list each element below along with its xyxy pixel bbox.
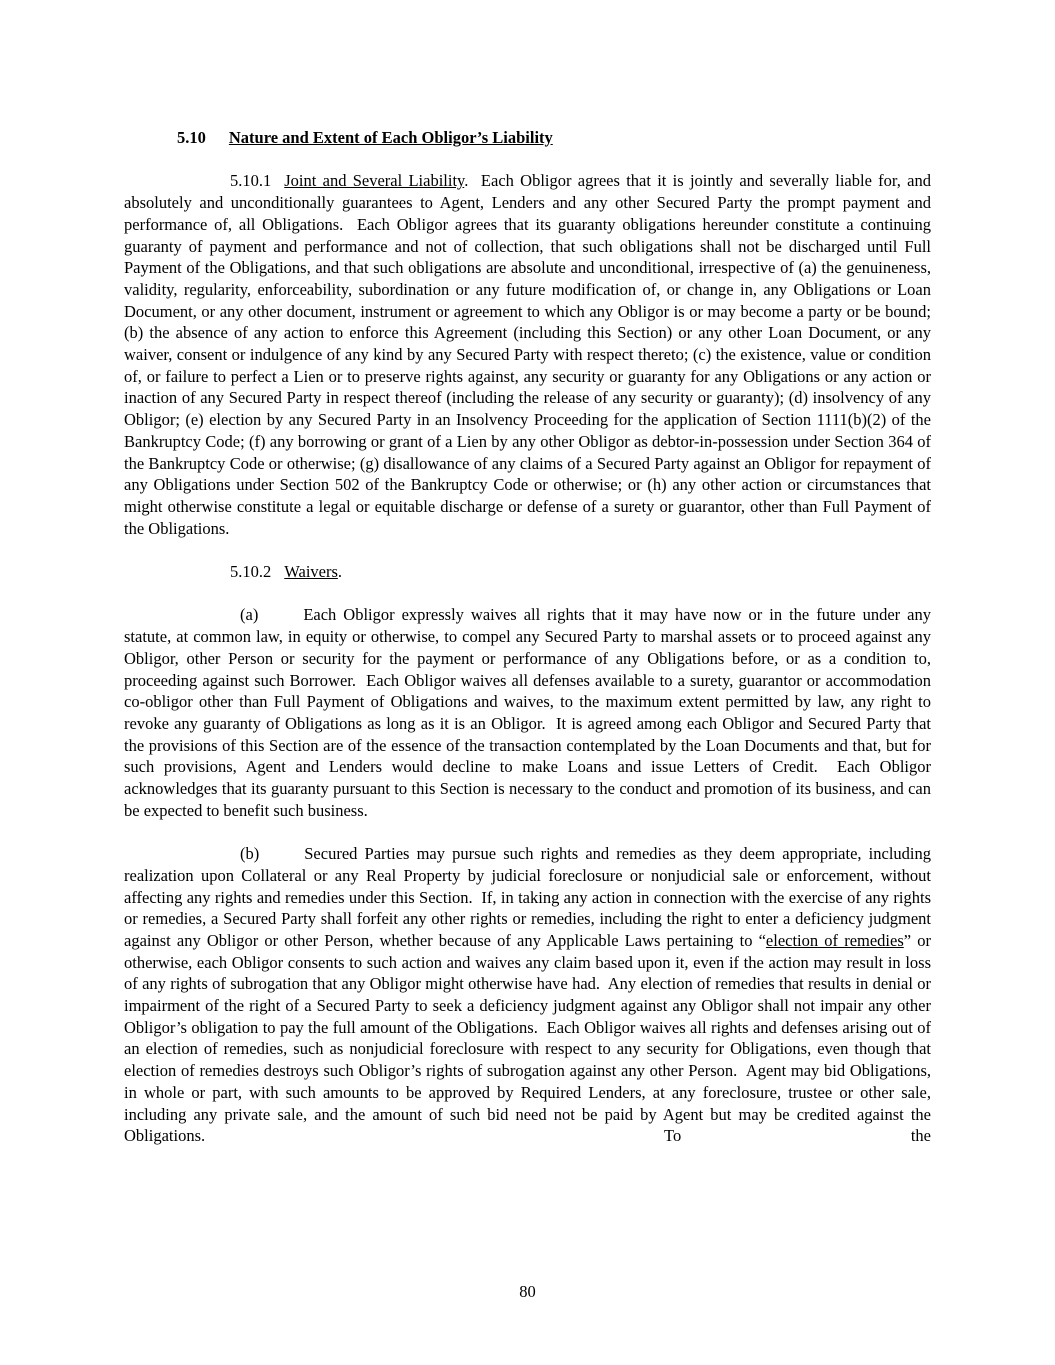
paragraph-a-label: (a) xyxy=(240,605,259,625)
section-title: Nature and Extent of Each Obligor’s Liability xyxy=(228,128,553,147)
section-heading xyxy=(124,127,931,149)
paragraph-b-text-after: ” or otherwise, each Obligor consents to such action and waives any claim based upon it, even if the action may result in loss of any rights of subrogation that any Obligor might otherwise have had. Any election of remedies that results in denial or impairment of the right of a Secured Party to seek a deficiency judgment against any Obligor shall not impair any other Obligor’s obligation to pay the full amount of the Obligations. Each Obligor waives all rights and defenses arising out of an election of remedies, such as nonjudicial foreclosure with respect to any security for Obligations, even though that election of remedies destroys such Obligor’s rights of subrogation against any other Person. Agent may bid Obligations, in whole or part, with such amounts to be approved by Required Lenders, at any foreclosure, trustee or other sale, including any private sale, and the amount of such bid need not be paid by Agent but may be credited against the Obligations. To the xyxy=(124,930,931,1146)
section-number: 5.10 xyxy=(177,128,206,147)
subsection-5-10-1-paragraph xyxy=(124,170,931,539)
paragraph-b xyxy=(124,843,931,1147)
paragraph-a xyxy=(124,604,931,821)
election-of-remedies-underlined-phrase: election of remedies xyxy=(765,930,904,950)
page-number: 80 xyxy=(519,1282,536,1301)
paragraph-b-text-before: Secured Parties may pursue such rights and remedies as they deem appropriate, including realization upon Collateral or any Real Property by judicial foreclosure or nonjudicial sale or enforcement, without affecting any rights and remedies under this Section. If, in taking any action in connection with the exercise of any rights or remedies, a Secured Party shall forfeit any other rights or remedies, including the right to enter a deficiency judgment against any Obligor or other Person, whether because of any Applicable Laws pertaining to “ xyxy=(124,844,931,950)
subsection-5-10-2-title: Waivers xyxy=(284,562,338,582)
paragraph-b-label: (b) xyxy=(240,844,260,864)
subsection-5-10-1-number: 5.10.1 xyxy=(230,171,272,191)
subsection-5-10-1-body: . Each Obligor agrees that it is jointly and severally liable for, and absolutely and unconditionally guarantees to Agent, Lenders and any other Secured Party the prompt payment and performance of, all Obligations. Each Obligor agrees that its guaranty obligations hereunder constitute a continuing guaranty of payment and performance and not of collection, that such obligations shall not be discharged until Full Payment of the Obligations, and that such obligations are absolute and unconditional, irrespective of (a) the genuineness, validity, regularity, enforceability, subordination or any future modification of, or change in, any Obligations or Loan Document, or any other document, instrument or agreement to which any Obligor is or may become a party or be bound; (b) the absence of any action to enforce this Agreement (including this Section) or any other Loan Document, or any waiver, consent or indulgence of any kind by any Secured Party with respect thereto; (c) the existence, value or condition of, or failure to perfect a Lien or to preserve rights against, any security or guaranty for any Obligations or any action or inaction of any Secured Party in respect thereof (including the release of any security or guaranty); (d) insolvency of any Obligor; (e) election by any Secured Party in an Insolvency Proceeding for the application of Section 1111(b)(2) of the Bankruptcy Code; (f) any borrowing or grant of a Lien by any other Obligor as debtor-in-possession under Section 364 of the Bankruptcy Code or otherwise; (g) disallowance of any claims of a Secured Party against an Obligor for repayment of any Obligations under Section 502 of the Bankruptcy Code or otherwise; or (h) any other action or circumstances that might otherwise constitute a legal or equitable discharge or defense of a surety or guarantor, other than Full Payment of the Obligations. xyxy=(124,171,931,538)
paragraph-a-body: Each Obligor expressly waives all rights that it may have now or in the future under any statute, at common law, in equity or otherwise, to compel any Secured Party to marshal assets or to proceed against any Obligor, other Person or security for the payment or performance of any Obligations before, or as a condition to, proceeding against such Borrower. Each Obligor waives all defenses available to a surety, guarantor or accommodation co-obligor other than Full Payment of Obligations and waives, to the maximum extent permitted by law, any right to revoke any guaranty of Obligations as long as it is an Obligor. It is agreed among each Obligor and Secured Party that the provisions of this Section are of the essence of the transaction contemplated by the Loan Documents and that, but for such provisions, Agent and Lenders would decline to make Loans and issue Letters of Credit. Each Obligor acknowledges that its guaranty pursuant to this Section is necessary to the conduct and promotion of its business, and can be expected to benefit such business. xyxy=(124,605,931,820)
subsection-5-10-2-paragraph xyxy=(124,561,931,583)
subsection-5-10-2-period: . xyxy=(337,562,343,582)
subsection-5-10-1-title: Joint and Several Liability xyxy=(284,171,465,191)
subsection-5-10-2-number: 5.10.2 xyxy=(230,562,272,582)
